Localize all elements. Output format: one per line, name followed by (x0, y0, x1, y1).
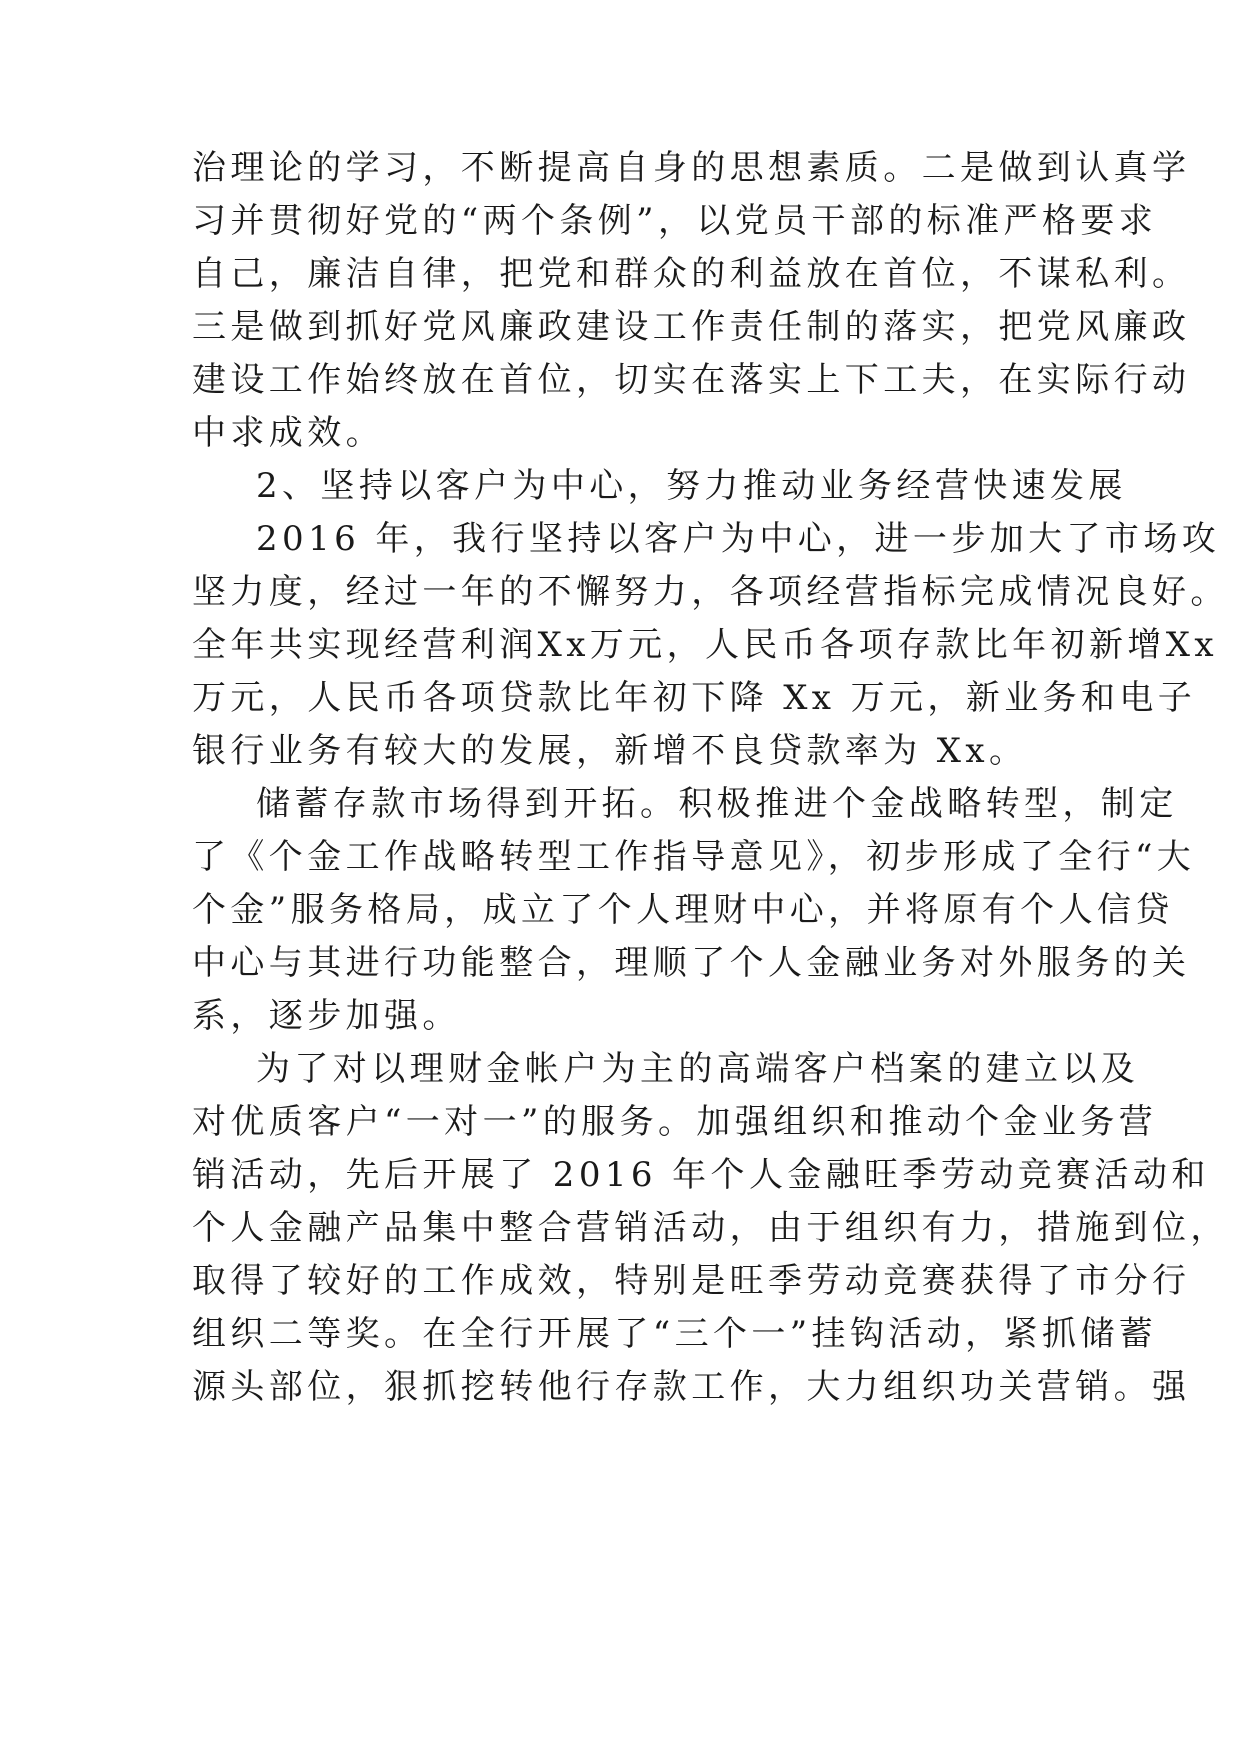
text-line: 销活动，先后开展了 2016 年个人金融旺季劳动竞赛活动和 (192, 1155, 1210, 1195)
text-line: 个人金融产品集中整合营销活动，由于组织有力，措施到位， (192, 1208, 1229, 1248)
text-line: 取得了较好的工作成效，特别是旺季劳动竞赛获得了市分行 (192, 1261, 1191, 1301)
text-line: 为了对以理财金帐户为主的高端客户档案的建立以及 (256, 1049, 1140, 1089)
text-line: 个金”服务格局，成立了个人理财中心，并将原有个人信贷 (192, 890, 1174, 930)
text-line: 对优质客户“一对一”的服务。加强组织和推动个金业务营 (192, 1102, 1158, 1142)
text-line: 中心与其进行功能整合，理顺了个人金融业务对外服务的关 (192, 943, 1191, 983)
text-line: 储蓄存款市场得到开拓。积极推进个金战略转型，制定 (256, 784, 1178, 824)
text-line: 了《个金工作战略转型工作指导意见》，初步形成了全行“大 (192, 837, 1196, 877)
text-line: 组织二等奖。在全行开展了“三个一”挂钩活动，紧抓储蓄 (192, 1314, 1158, 1354)
text-line: 中求成效。 (192, 413, 384, 453)
text-line: 建设工作始终放在首位，切实在落实上下工夫，在实际行动 (192, 360, 1191, 400)
text-line: 全年共实现经营利润Xx万元，人民币各项存款比年初新增Xx (192, 625, 1218, 665)
text-line: 习并贯彻好党的“两个条例”，以党员干部的标准严格要求 (192, 201, 1158, 241)
text-line: 自己，廉洁自律，把党和群众的利益放在首位，不谋私利。 (192, 254, 1191, 294)
text-line: 银行业务有较大的发展，新增不良贷款率为 Xx。 (192, 731, 1028, 771)
text-line: 治理论的学习，不断提高自身的思想素质。二是做到认真学 (192, 148, 1191, 188)
text-line: 源头部位，狠抓挖转他行存款工作，大力组织功关营销。强 (192, 1367, 1191, 1407)
section-heading: 2、坚持以客户为中心，努力推动业务经营快速发展 (256, 466, 1127, 506)
text-line: 系，逐步加强。 (192, 996, 461, 1036)
text-line: 三是做到抓好党风廉政建设工作责任制的落实，把党风廉政 (192, 307, 1191, 347)
text-line: 2016 年，我行坚持以客户为中心，进一步加大了市场攻 (256, 519, 1221, 559)
text-line: 坚力度，经过一年的不懈努力，各项经营指标完成情况良好。 (192, 572, 1229, 612)
text-line: 万元，人民币各项贷款比年初下降 Xx 万元，新业务和电子 (192, 678, 1197, 718)
